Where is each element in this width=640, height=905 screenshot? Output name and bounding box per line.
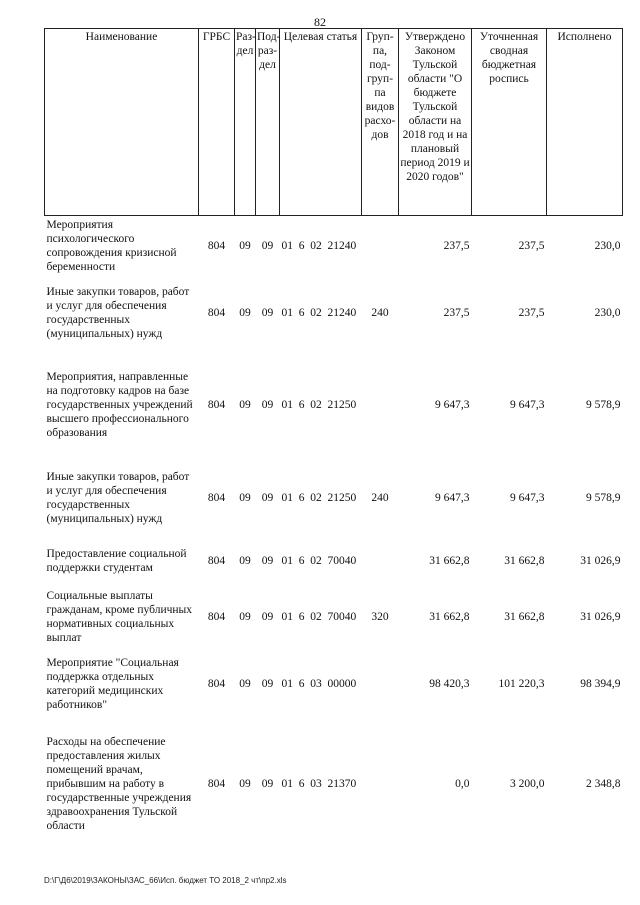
row-executed: 230,0 — [594, 239, 621, 252]
row-target: 01 6 02 21240 — [281, 239, 357, 252]
row-target: 01 6 03 21370 — [281, 777, 357, 790]
row-grbs: 804 — [207, 554, 226, 567]
row-name: Расходы на обеспечение предоставления жилых помещений врачам, прибывшим на работу в государственные учреждения здравоохранения Тульской области — [46, 735, 192, 832]
row-grbs: 804 — [207, 491, 226, 504]
row-name: Мероприятие "Социальная поддержка отдельных категорий медицинских работников" — [46, 656, 179, 711]
header-row — [45, 29, 623, 216]
row-approved: 31 662,8 — [429, 554, 470, 567]
row-approved: 237,5 — [443, 239, 470, 252]
row-section: 09 — [239, 610, 251, 623]
header-executed: Исполнено — [547, 29, 623, 216]
row-section: 09 — [239, 307, 251, 319]
row-grbs: 804 — [207, 677, 226, 690]
header-subsection: Под-раз-дел — [256, 29, 280, 216]
row-name: Мероприятия, направленные на подготовку кадров на базе государственных учреждений высшего профессионального образования — [46, 370, 193, 439]
row-group — [362, 351, 399, 459]
row-refined: 31 662,8 — [504, 554, 545, 567]
row-approved: 237,5 — [443, 307, 470, 319]
row-section: 09 — [239, 398, 251, 411]
budget-table — [44, 28, 623, 849]
row-approved: 0,0 — [455, 777, 470, 790]
row-section: 09 — [239, 491, 251, 504]
row-grbs: 804 — [207, 398, 226, 411]
row-subsection: 09 — [261, 491, 274, 504]
row-group: 240 — [371, 491, 389, 504]
row-approved: 98 420,3 — [429, 677, 470, 690]
row-refined: 9 647,3 — [510, 491, 545, 504]
table-row — [45, 719, 623, 849]
table-row — [45, 351, 623, 459]
row-group: 320 — [371, 610, 389, 623]
row-section: 09 — [239, 239, 251, 252]
header-refined: Уточненная сводная бюджетная роспись — [472, 29, 547, 216]
table-row — [45, 585, 623, 649]
header-grbs: ГРБС — [199, 29, 235, 216]
row-group — [362, 649, 399, 719]
row-executed: 9 578,9 — [586, 398, 621, 411]
row-subsection: 09 — [261, 677, 274, 690]
row-refined: 237,5 — [518, 239, 545, 252]
row-executed: 31 026,9 — [580, 610, 621, 623]
row-approved: 31 662,8 — [429, 610, 470, 623]
row-group — [362, 719, 399, 849]
header-group: Груп-па, под-груп-па видов расхо-дов — [362, 29, 399, 216]
row-approved: 9 647,3 — [435, 398, 470, 411]
row-executed: 31 026,9 — [580, 554, 621, 567]
row-refined: 9 647,3 — [510, 398, 545, 411]
row-grbs: 804 — [207, 239, 226, 252]
row-subsection: 09 — [261, 307, 274, 319]
row-subsection: 09 — [261, 239, 274, 252]
row-grbs: 804 — [207, 307, 226, 319]
row-group — [362, 537, 399, 585]
row-target: 01 6 02 21240 — [281, 307, 357, 319]
row-refined: 3 200,0 — [510, 777, 545, 790]
row-name: Мероприятия психологического сопровождения кризисной беременности — [46, 218, 177, 273]
row-target: 01 6 02 70040 — [281, 554, 357, 567]
page-number: 82 — [314, 15, 326, 29]
row-refined: 101 220,3 — [498, 677, 545, 690]
row-group — [362, 216, 399, 276]
row-refined: 237,5 — [518, 307, 545, 319]
row-refined: 31 662,8 — [504, 610, 545, 623]
row-subsection: 09 — [261, 777, 274, 790]
row-executed: 9 578,9 — [586, 491, 621, 504]
row-name: Социальные выплаты гражданам, кроме публичных нормативных социальных выплат — [46, 589, 193, 644]
row-executed: 2 348,8 — [586, 777, 621, 790]
table-row — [45, 459, 623, 537]
table-row — [45, 649, 623, 719]
row-approved: 9 647,3 — [435, 491, 470, 504]
row-name: Иные закупки товаров, работ и услуг для обеспечения государственных (муниципальных) нужд — [46, 470, 190, 525]
row-name: Иные закупки товаров, работ и услуг для обеспечения государственных (муниципальных) нужд — [46, 286, 190, 340]
row-target: 01 6 02 21250 — [281, 491, 357, 504]
table-row — [45, 276, 623, 351]
row-subsection: 09 — [261, 554, 274, 567]
row-section: 09 — [239, 677, 251, 690]
row-grbs: 804 — [207, 610, 226, 623]
row-target: 01 6 03 00000 — [281, 677, 357, 690]
header-name: Наименование — [45, 29, 199, 216]
table-row — [45, 537, 623, 585]
row-name: Предоставление социальной поддержки студентам — [46, 547, 187, 574]
row-executed: 230,0 — [594, 307, 621, 319]
row-subsection: 09 — [261, 398, 274, 411]
table-row — [45, 216, 623, 276]
header-approved: Утверждено Законом Тульской области "О бюджете Тульской области на 2018 год и на плановый период 2019 и 2020 годов" — [399, 29, 472, 216]
row-subsection: 09 — [261, 610, 274, 623]
row-section: 09 — [239, 554, 251, 567]
row-section: 09 — [239, 777, 251, 790]
row-target: 01 6 02 21250 — [281, 398, 357, 411]
file-path-footer: D:\Г\Д6\2019\ЗАКОНЫ\ЗАС_66\Исп. бюджет ТО 2018_2 чт\пр2.xls — [44, 876, 287, 885]
header-section: Раз-дел — [235, 29, 256, 216]
row-group: 240 — [371, 307, 389, 319]
row-executed: 98 394,9 — [580, 677, 621, 690]
row-grbs: 804 — [207, 777, 226, 790]
row-target: 01 6 02 70040 — [281, 610, 357, 623]
header-target: Целевая статья — [280, 29, 362, 216]
